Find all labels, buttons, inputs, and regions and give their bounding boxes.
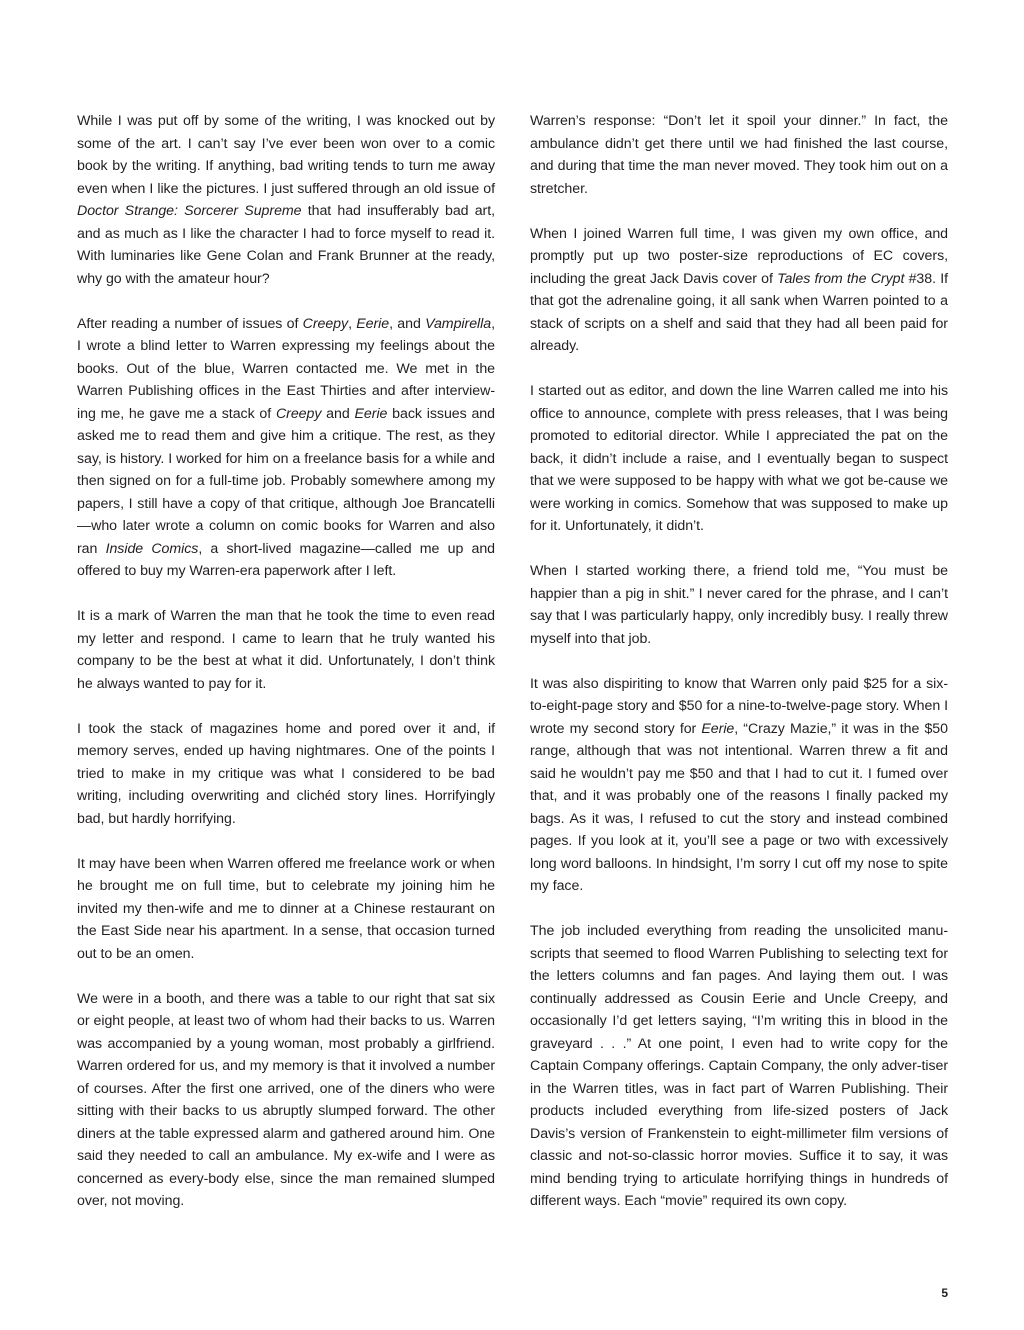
text-run: It may have been when Warren offered me freelance work or when he brought me on full time, but to celebrate my joining him he invited my then-wife and me to dinner at a Chinese restaurant on the East Side near his apartment. In a sense, that occasion turned out to be an omen.	[77, 855, 495, 962]
paragraph	[530, 560, 948, 650]
paragraph	[77, 718, 495, 831]
paragraph	[530, 223, 948, 358]
text-run: , I wrote a blind letter to Warren expressing my feelings about the books. Out of the blue, Warren contacted me. We met in the Warren Publishing offices in the East Thirties and after interview-ing me, he gave me a stack of	[77, 315, 495, 422]
italic-title-text: Creepy	[302, 315, 349, 332]
text-run: I started out as editor, and down the line Warren called me into his office to announce, complete with press releases, that I was being promoted to editorial director. While I appreciated the pat on the back, it didn’t include a raise, and I eventually began to suspect that we were supposed to be happy with what we got be-cause we were working in comics. Somehow that was supposed to make up for it. Unfortunately, it didn’t.	[530, 383, 948, 534]
text-run: It was also dispiriting to know that Warren only paid $25 for a six-to-eight-page story and $50 for a nine-to-twelve-page story. When I wrote my second story for	[530, 675, 948, 737]
text-run: that had insufferably bad art, and as much as I like the character I had to force myself to read it. With luminaries like Gene Colan and Frank Brunner at the ready, why go with the amateur hour?	[77, 203, 495, 287]
paragraph	[77, 605, 495, 695]
text-run: It is a mark of Warren the man that he took the time to even read my letter and respond. I came to learn that he truly wanted his company to be the best at what it did. Unfortunately, I don’t think he always wanted to pay for it.	[77, 608, 495, 692]
italic-title-text: Eerie	[356, 315, 390, 332]
text-run: , and	[389, 315, 426, 332]
text-run: , a short-lived magazine—called me up and offered to buy my Warren-era paperwork after I left.	[77, 540, 496, 579]
paragraph	[77, 313, 495, 583]
text-run: When I started working there, a friend told me, “You must be happier than a pig in shit.” I never cared for the phrase, and I can’t say that I was particularly happy, only incredibly busy. I really threw myself into that job.	[530, 563, 948, 647]
text-run: #38. If that got the adrenaline going, it all sank when Warren pointed to a stack of scripts on a shelf and said that they had all been paid for already.	[530, 270, 949, 354]
italic-title-text: Vampirella	[425, 315, 492, 332]
paragraph	[77, 988, 495, 1213]
right-text-column	[530, 110, 948, 1235]
paragraph	[530, 673, 948, 898]
text-run: and	[321, 405, 355, 422]
text-run: back issues and asked me to read them and give him a critique. The rest, as they say, is history. I worked for him on a freelance basis for a while and then signed on for a full-time job. Probably somewhere among my papers, I still have a copy of that critique, although Joe Brancatelli—who later wrote a column on comic books for Warren and also ran	[77, 405, 495, 557]
italic-title-text: Inside Comics	[105, 540, 199, 557]
text-run: When I joined Warren full time, I was given my own office, and promptly put up two poster-size reproductions of EC covers, including the great Jack Davis cover of	[530, 225, 948, 287]
paragraph	[530, 110, 948, 200]
paragraph	[530, 380, 948, 538]
text-run: , “Crazy Mazie,” it was in the $50 range, although that was not intentional. Warren threw a fit and said he wouldn’t pay me $50 and that I had to cut it. I fumed over that, and it was probably one of the reasons I finally packed my bags. As it was, I refused to cut the story and instead combined pages. If you look at it, you’ll see a page or two with excessively long word balloons. In hindsight, I’m sorry I cut off my nose to spite my face.	[530, 720, 948, 894]
italic-title-text: Doctor Strange: Sorcerer Supreme	[77, 203, 302, 219]
italic-title-text: Eerie	[354, 405, 388, 422]
left-text-column	[77, 110, 495, 1235]
text-run: Warren’s response: “Don’t let it spoil your dinner.” In fact, the ambulance didn’t get there until we had finished the last course, and during that time the man never moved. They took him out on a stretcher.	[530, 113, 948, 197]
paragraph	[77, 110, 495, 290]
italic-title-text: Tales from the Crypt	[777, 270, 905, 287]
text-run: The job included everything from reading the unsolicited manu-scripts that seemed to flood Warren Publishing to selecting text for the letters columns and fan pages. And laying them out. I was continually addressed as Cousin Eerie and Uncle Creepy, and occasionally I’d get letters saying, “I’m writing this in blood in the graveyard . . .” At one point, I even had to write copy for the Captain Company offerings. Captain Company, the only adver-tiser in the Warren titles, was in fact part of Warren Publishing. Their products included everything from life-sized posters of Jack Davis’s version of Frankenstein to eight-millimeter film versions of classic and not-so-classic horror movies. Suffice it to say, it was mind bending trying to articulate horrifying things in hundreds of different ways. Each “movie” required its own copy.	[530, 923, 948, 1209]
text-run: We were in a booth, and there was a table to our right that sat six or eight people, at least two of whom had their backs to us. Warren was accompanied by a young woman, most probably a girlfriend. Warren ordered for us, and my memory is that it involved a number of courses. After the first one arrived, one of the diners who were sitting with their backs to us abruptly slumped forward. The other diners at the table expressed alarm and gathered around him. One said they needed to call an ambulance. My ex-wife and I were as concerned as every-body else, since the man remained slumped over, not moving.	[77, 990, 495, 1209]
paragraph	[530, 920, 948, 1213]
text-run: After reading a number of issues of	[77, 315, 303, 332]
paragraph	[77, 853, 495, 966]
page-number: 5	[941, 1286, 948, 1300]
italic-title-text: Creepy	[275, 405, 322, 422]
italic-title-text: Eerie	[701, 720, 735, 737]
text-run: ,	[348, 315, 357, 332]
text-run: I took the stack of magazines home and pored over it and, if memory serves, ended up having nightmares. One of the points I tried to make in my critique was what I considered to be bad writing, including overwriting and clichéd story lines. Horrifyingly bad, but hardly horrifying.	[77, 720, 495, 827]
text-run: While I was put off by some of the writing, I was knocked out by some of the art. I can’t say I’ve ever been won over to a comic book by the writing. If anything, bad writing tends to turn me away even when I like the pictures. I just suffered through an old issue of	[77, 113, 495, 197]
